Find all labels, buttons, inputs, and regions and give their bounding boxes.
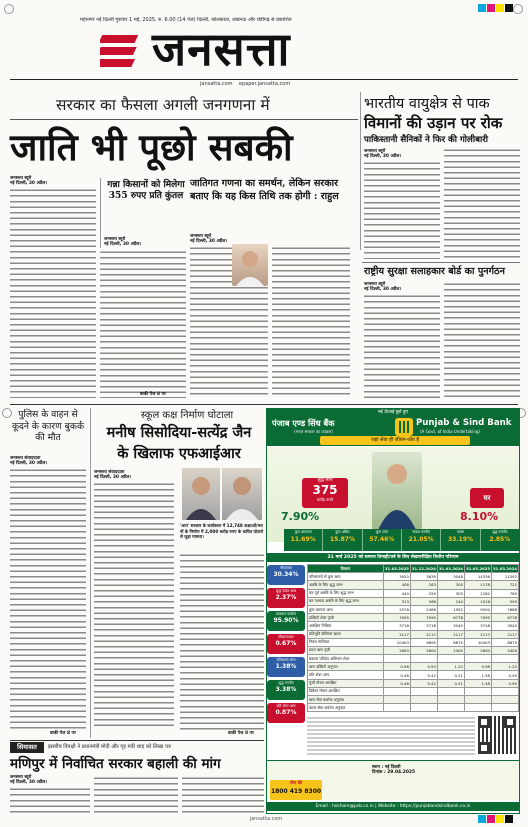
ad-fineprint: [307, 716, 475, 756]
side-card: सीआरएआर 0.67%: [267, 634, 305, 654]
table-row-label: परिचालनों से कुल आय: [308, 573, 384, 581]
bank-logo-icon: [395, 418, 413, 436]
rate-1: 7.90%: [281, 510, 320, 523]
masthead-logo-mark: [100, 27, 152, 75]
table-row: [308, 646, 519, 654]
table-cell: 9500: [464, 605, 491, 613]
table-cell: [437, 696, 464, 704]
school-body-col1: [94, 482, 174, 730]
right-column-divider: [360, 92, 361, 250]
police-headline: पुलिस के वाहन से कूदने के कारण बुकर्क की मौत: [11, 409, 85, 443]
table-cell: [437, 655, 464, 663]
table-cell: 1952: [437, 605, 464, 613]
table-cell: 8875: [491, 638, 518, 646]
manipur-headline: मणिपुर में निर्वाचित सरकार बहाली की मांग: [10, 756, 221, 772]
results-title: 31 मार्च 2025 को समाप्त तिमाही/वर्ष के लिए लेखापरीक्षित वित्तीय परिणाम: [267, 553, 519, 562]
color-bar-black-bottom: [505, 815, 513, 823]
table-cell: 10403: [464, 638, 491, 646]
table-cell: 1.22: [491, 663, 518, 671]
table-row-label: प्रतिभूति प्रीमियम खाता: [308, 630, 384, 638]
table-cell: 2117: [410, 630, 437, 638]
table-cell: 2117: [437, 630, 464, 638]
police-body: [10, 468, 86, 730]
ad-footer-email[interactable]: Email : hoshare@psb.co.in | Website : https://punjabandsindbank.co.in: [267, 802, 519, 811]
registration-mark-top-right: [513, 4, 523, 14]
table-row-label: ब्याज सेवा कवरेज अनुपात: [308, 704, 384, 712]
bank-english-name: Punjab & Sind Bank: [416, 418, 512, 428]
epaper-link[interactable]: epaper.jansatta.com: [238, 81, 291, 87]
table-cell: 10403: [383, 638, 410, 646]
net-profit-value: 375: [312, 483, 338, 497]
table-cell: [464, 687, 491, 695]
stat-item: कासा 33.19%: [441, 529, 480, 551]
airspace-headline-line1: भारतीय वायुक्षेत्र से पाक: [364, 96, 490, 112]
rahul-body-col2: [272, 246, 350, 398]
table-row: [308, 605, 519, 613]
table-cell: 2600: [383, 646, 410, 654]
table-row-label: कर पश्चात अवधि के लिए शुद्ध लाभ: [308, 597, 384, 605]
manipur-body-col3: [182, 776, 264, 813]
table-cell: [383, 655, 410, 663]
color-bar-magenta-bottom: [487, 815, 495, 823]
masthead-rule: [10, 79, 518, 80]
color-bar-magenta: [487, 4, 495, 12]
table-cell: 1016: [464, 597, 491, 605]
qr-code: [478, 716, 516, 754]
manipur-byline: जनसत्ता ब्यूरो नई दिल्ली, 30 अप्रैल।: [10, 775, 48, 786]
table-cell: [491, 696, 518, 704]
table-cell: [383, 687, 410, 695]
table-cell: [410, 704, 437, 712]
table-cell: 0.46: [383, 671, 410, 679]
table-row: [308, 630, 519, 638]
table-cell: 3048: [437, 573, 464, 581]
school-body-col2: [180, 553, 264, 730]
table-cell: 11592: [491, 573, 518, 581]
table-cell: 3040: [491, 622, 518, 630]
table-cell: [410, 655, 437, 663]
table-row: [308, 663, 519, 671]
table-row-label: प्रदत्त ऋण पूंजी: [308, 646, 384, 654]
table-cell: 7095: [410, 614, 437, 622]
school-headline-line2: के खिलाफ एफआईआर: [117, 445, 241, 462]
table-row-label: इक्विटी शेयर पूंजी: [308, 614, 384, 622]
table-cell: 3718: [383, 622, 410, 630]
table-row: [308, 573, 519, 581]
airspace-body-col2: [444, 148, 520, 259]
bank-hindi-sub: (भारत सरकार का उपक्रम): [294, 429, 333, 434]
table-cell: 0.46: [383, 679, 410, 687]
stat-item: कुल अग्रिम 15.87%: [323, 529, 362, 551]
table-cell: 3718: [464, 622, 491, 630]
table-cell: [491, 687, 518, 695]
table-cell: [410, 687, 437, 695]
table-row-label: आरक्षित निधियां: [308, 622, 384, 630]
table-row: [308, 687, 519, 695]
table-cell: 2578: [383, 605, 410, 613]
section-rule-middle: [10, 404, 518, 405]
ad-hero-image: [372, 452, 422, 530]
manipur-kicker: इसबीच विपक्षी ने प्रधानमंत्री मोदी और गृह मंत्री शाह को लिखा पत्र: [48, 744, 171, 750]
tollfree-number: 1800 419 8300: [270, 788, 322, 795]
stat-item: कुल जमा 57.46%: [363, 529, 402, 551]
color-bar-yellow: [496, 4, 504, 12]
security-body-col1: [364, 294, 440, 400]
table-cell: 0.21: [437, 671, 464, 679]
airspace-body-col1: [364, 161, 440, 259]
table-cell: 6778: [437, 614, 464, 622]
table-cell: 283: [410, 581, 437, 589]
table-cell: 0.42: [410, 671, 437, 679]
table-cell: 305: [437, 581, 464, 589]
manipur-body-col2: [94, 776, 178, 813]
school-byline: जनसत्ता संवाददाता नई दिल्ली, 30 अप्रैल।: [94, 470, 132, 481]
table-cell: 8875: [437, 638, 464, 646]
table-cell: 144: [437, 597, 464, 605]
table-cell: 2117: [464, 630, 491, 638]
table-cell: 440: [383, 589, 410, 597]
tollfree-label: टोल फ्री: [289, 781, 303, 786]
table-cell: 0.98: [464, 663, 491, 671]
stat-item: कुल व्यवसाय 11.69%: [284, 529, 323, 551]
school-kicker: स्कूल कक्ष निर्माण घोटाला: [140, 410, 234, 421]
sugarcane-headline: गन्ना किसानों को मिलेगा 355 रुपए प्रति कुंतल: [107, 180, 185, 201]
table-cell: 0.93: [410, 663, 437, 671]
bank-english-sub: (A Govt. of India Undertaking): [420, 429, 480, 434]
ad-top-strip: नई ऊँचाई छूते हुए: [267, 409, 519, 416]
side-card: सीएएसए 30.34%: [267, 565, 305, 585]
table-cell: [410, 696, 437, 704]
table-cell: 329: [410, 589, 437, 597]
police-continued: बाकी पेज 8 पर: [50, 731, 76, 736]
table-row-label: ऋण सेवा कवरेज अनुपात: [308, 696, 384, 704]
table-cell: 1178: [464, 581, 491, 589]
table-row-label: प्रति शेयर आय: [308, 671, 384, 679]
table-row: [308, 704, 519, 712]
table-cell: 7095: [383, 614, 410, 622]
home-loan-label: घर: [483, 494, 491, 502]
school-headline-line1: मनीष सिसोदिया-सत्येंद्र जैन: [106, 424, 252, 441]
table-cell: 1.58: [464, 671, 491, 679]
color-bar-cyan: [478, 4, 486, 12]
net-profit-unit: करोड़ रुपये: [316, 497, 334, 502]
table-header-cell: 31.03.2024: [492, 566, 517, 572]
table-cell: 3920: [383, 573, 410, 581]
table-cell: [464, 696, 491, 704]
ad-slogan: जहां सेवा ही जीवन-ध्येय है: [320, 436, 470, 445]
masthead-logo: जनसत्ता: [152, 22, 291, 76]
table-row: [308, 655, 519, 663]
jain-photo: [222, 468, 262, 520]
rahul-photo: [232, 244, 268, 286]
color-bar-cyan-bottom: [478, 815, 486, 823]
table-cell: 0.42: [410, 679, 437, 687]
security-byline: जनसत्ता ब्यूरो नई दिल्ली, 30 अप्रैल।: [364, 282, 402, 293]
table-cell: 9895: [410, 638, 437, 646]
airspace-subhead: पाकिस्तानी सैनिकों ने फिर की गोलीबारी: [364, 135, 488, 145]
ad-footer-place: स्थान : नई दिल्ली दिनांक : 29.04.2025: [372, 765, 416, 776]
table-cell: 721: [491, 581, 518, 589]
table-cell: 765: [491, 589, 518, 597]
table-cell: 2117: [491, 630, 518, 638]
table-cell: 3639: [410, 573, 437, 581]
table-cell: 305: [437, 589, 464, 597]
security-body-col2: [444, 282, 520, 400]
masthead-strip: महानगर नई दिल्ली गुरुवार 1 मई, 2025, रु. 6.00 (14 पेज) दिल्ली, कोलकाता, लखनऊ और चंडीगढ़ से प्रकाशित: [80, 17, 292, 23]
table-cell: 2400: [437, 646, 464, 654]
side-card: शुद्ध ब्याज आय 2.37%: [267, 588, 305, 608]
table-cell: [491, 655, 518, 663]
table-row: [308, 581, 519, 589]
table-row-label: ऋण इक्विटी अनुपात: [308, 663, 384, 671]
side-card: परिचालन लाभ 1.38%: [267, 657, 305, 677]
lead-byline: जनसत्ता ब्यूरो नई दिल्ली, 30 अप्रैल।: [10, 176, 48, 187]
table-row: [308, 622, 519, 630]
table-row-label: निवल मालियत: [308, 638, 384, 646]
side-card: शुद्ध एनपीए 3.38%: [267, 680, 305, 700]
lead-kicker: सरकार का फैसला अगली जनगणना में: [56, 96, 270, 114]
table-row-label: डिबेंचर मोचन आरक्षित: [308, 687, 384, 695]
stat-item: शुद्ध एनपीए 2.85%: [489, 530, 511, 543]
table-cell: 1262: [464, 589, 491, 597]
lead-body-col2: [100, 250, 186, 398]
table-cell: 268: [410, 597, 437, 605]
table-cell: [464, 704, 491, 712]
security-rule: [362, 262, 520, 263]
table-cell: 3040: [437, 622, 464, 630]
side-card: प्रति शेयर आय 0.87%: [267, 703, 305, 723]
rahul-headline: जातिगत गणना का समर्थन, लेकिन सरकार बताए कि यह किस तिथि तक होगी : राहुल: [190, 178, 339, 202]
school-continued: बाकी पेज 8 पर: [228, 731, 254, 736]
bank-hindi-name: पंजाब एण्ड सिंध बैंक: [272, 418, 335, 428]
table-row: [308, 696, 519, 704]
manipur-kicker-label: सियासत: [10, 742, 44, 753]
tollfree-box: [270, 780, 322, 800]
table-row: [308, 589, 519, 597]
airspace-headline-line2: विमानों की उड़ान पर रोक: [364, 114, 503, 132]
table-cell: 0.21: [437, 679, 464, 687]
side-card: प्रावधान कवरेज 95.90%: [267, 611, 305, 631]
table-cell: 1.22: [437, 663, 464, 671]
table-cell: [437, 704, 464, 712]
table-cell: [464, 655, 491, 663]
table-cell: 0.95: [491, 679, 518, 687]
table-row-label: कर पूर्व अवधि के लिए शुद्ध लाभ: [308, 589, 384, 597]
school-photo-caption: 'आप' सरकार के कार्यकाल में 12,748 कक्षाओं/भवनों के निर्माण में 2,000 करोड़ रुपए के कथित घोटाले से जुड़ा मामला।: [180, 523, 264, 540]
stat-item: सकल एनपीए 21.05%: [402, 529, 441, 551]
net-profit-badge: [302, 478, 348, 508]
lead-body-col1: [10, 188, 96, 398]
sugarcane-byline: जनसत्ता ब्यूरो नई दिल्ली, 30 अप्रैल।: [104, 237, 142, 248]
police-divider: [90, 408, 91, 738]
table-cell: [437, 687, 464, 695]
lead-kicker-rule: [10, 119, 358, 120]
table-cell: 406: [383, 581, 410, 589]
table-cell: 0.98: [383, 663, 410, 671]
rate-2: 8.10%: [460, 510, 499, 523]
table-header-cell: विवरण: [308, 565, 384, 573]
table-cell: 7095: [464, 614, 491, 622]
lead-continued: बाकी पेज 8 पर: [140, 392, 166, 397]
table-header-row: [308, 565, 519, 573]
table-row-label: पूंजी मोचन आरक्षित: [308, 679, 384, 687]
home-loan-badge: [470, 488, 504, 508]
table-header-cell: 31.03.2025: [384, 566, 409, 572]
footer-site[interactable]: jansatta.com: [249, 816, 283, 822]
table-header-cell: 31.03.2024: [438, 566, 463, 572]
website-link[interactable]: jansatta.com: [200, 81, 233, 87]
table-cell: 595: [491, 597, 518, 605]
table-row-label: अवधि के लिए शुद्ध लाभ: [308, 581, 384, 589]
table-cell: 0.95: [491, 671, 518, 679]
police-byline: जनसत्ता संवाददाता नई दिल्ली, 30 अप्रैल।: [10, 456, 48, 467]
airspace-byline: जनसत्ता ब्यूरो नई दिल्ली, 30 अप्रैल।: [364, 149, 402, 160]
table-cell: 3718: [410, 622, 437, 630]
table-header-cell: 31.12.2024: [411, 566, 436, 572]
net-profit-label: शुद्ध लाभ: [317, 478, 333, 483]
table-cell: 2600: [464, 646, 491, 654]
table-cell: 6778: [491, 614, 518, 622]
color-bar-black: [505, 4, 513, 12]
registration-mark-top-left: [4, 4, 14, 14]
table-cell: 2400: [491, 646, 518, 654]
table-cell: [383, 696, 410, 704]
table-row: [308, 597, 519, 605]
table-row: [308, 614, 519, 622]
color-bar-yellow-bottom: [496, 815, 504, 823]
table-row: [308, 671, 519, 679]
table-cell: 2600: [410, 646, 437, 654]
manipur-body-col1: [10, 787, 90, 813]
table-header-cell: 31.03.2025: [465, 566, 490, 572]
table-row: [308, 679, 519, 687]
table-cell: 1.58: [464, 679, 491, 687]
table-cell: 7688: [491, 605, 518, 613]
table-row: [308, 638, 519, 646]
rahul-byline: जनसत्ता ब्यूरो नई दिल्ली, 30 अप्रैल।: [190, 234, 228, 245]
table-cell: 313: [383, 597, 410, 605]
table-cell: [491, 704, 518, 712]
results-table: [307, 564, 519, 712]
masthead-website: [200, 81, 290, 88]
manipur-rule: [10, 740, 264, 741]
table-row-label: बकाया प्रतिदेय अधिमान शेयर: [308, 655, 384, 663]
security-headline: राष्ट्रीय सुरक्षा सलाहकार बोर्ड का पुनर्गठन: [364, 266, 505, 277]
table-cell: 14336: [464, 573, 491, 581]
table-cell: 2488: [410, 605, 437, 613]
sisodia-photo: [182, 468, 220, 520]
stats-strip: [284, 529, 519, 551]
lead-headline: जाति भी पूछो सबकी: [10, 125, 293, 169]
table-cell: 2117: [383, 630, 410, 638]
table-cell: [383, 704, 410, 712]
table-row-label: कुल व्यापक आय: [308, 605, 384, 613]
